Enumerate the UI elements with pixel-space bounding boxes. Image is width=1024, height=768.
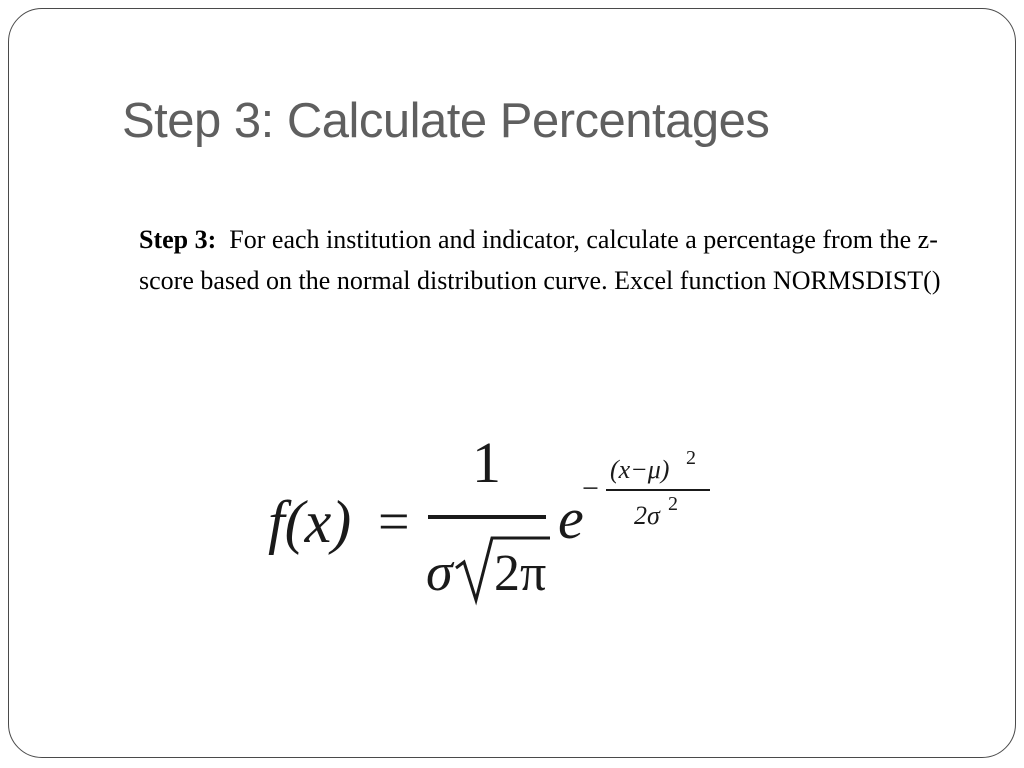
normal-distribution-formula <box>260 420 720 620</box>
formula-radicand: 2π <box>494 545 547 602</box>
formula-denominator-sigma: σ <box>426 542 453 602</box>
formula-exponent-numerator: (x−μ) <box>610 455 670 484</box>
formula-exponent-denominator-power: 2 <box>668 493 678 515</box>
formula-lhs: f(x) <box>268 489 352 555</box>
formula-exponent-sign: − <box>582 472 599 505</box>
formula-equals: = <box>378 491 410 553</box>
formula-exponent-numerator-power: 2 <box>686 447 696 469</box>
formula-exponent-denominator: 2σ <box>634 501 660 530</box>
step-text: For each institution and indicator, calculate a percentage from the z-score based on the normal distribution curve. Excel function NORMSDIST() <box>139 225 941 295</box>
slide-title: Step 3: Calculate Percentages <box>122 94 770 148</box>
step-label: Step 3: <box>139 225 217 254</box>
formula-numerator: 1 <box>472 430 501 495</box>
step-description <box>139 219 969 301</box>
formula-graphic <box>260 420 720 620</box>
formula-base: e <box>558 486 584 551</box>
slide-frame <box>8 8 1016 758</box>
